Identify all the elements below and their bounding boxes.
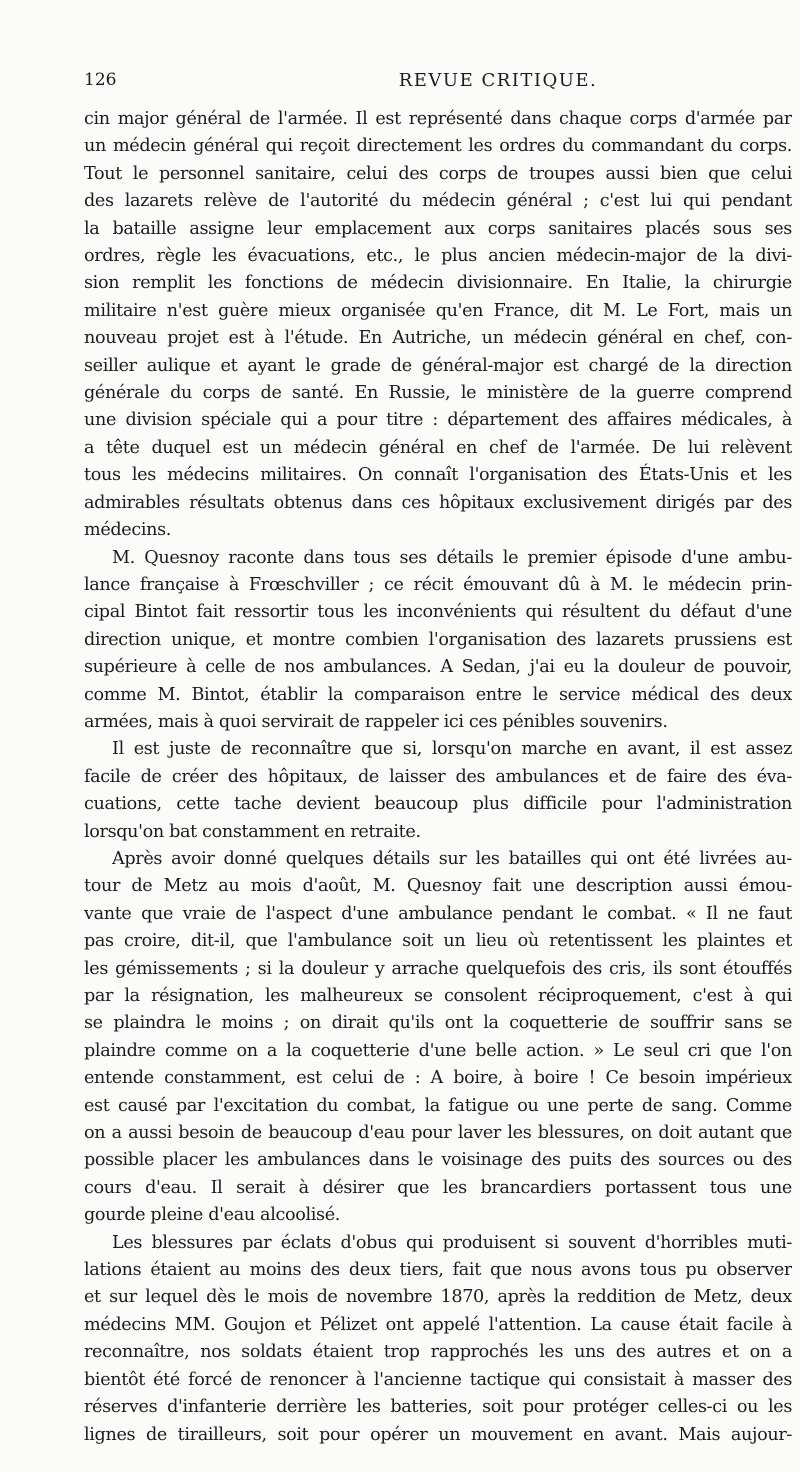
text-line: ordres, règle les évacuations, etc., le plus ancien médecin-major de la divi- bbox=[84, 246, 792, 267]
text-line: des lazarets relève de l'autorité du médecin général ; c'est lui qui pendant bbox=[84, 191, 792, 212]
page-number: 126 bbox=[84, 70, 117, 90]
text-line: admirables résultats obtenus dans ces hôpitaux exclusivement dirigés par des bbox=[84, 492, 792, 513]
text-line: se plaindra le moins ; on dirait qu'ils ont la coquetterie de souffrir sans se bbox=[84, 1013, 792, 1034]
text-line: on a aussi besoin de beaucoup d'eau pour laver les blessures, on doit autant que bbox=[84, 1123, 792, 1144]
text-line: médecins MM. Goujon et Pélizet ont appelé l'attention. La cause était facile à bbox=[84, 1314, 792, 1335]
text-line: direction unique, et montre combien l'organisation des lazarets prussiens est bbox=[84, 629, 792, 650]
running-header bbox=[84, 0, 792, 91]
text-line: les gémissements ; si la douleur y arrache quelquefois des cris, ils sont étouffés bbox=[84, 958, 792, 979]
text-line: gourde pleine d'eau alcoolisé. bbox=[84, 1205, 340, 1226]
text-line: bientôt été forcé de renoncer à l'ancienne tactique qui consistait à masser des bbox=[84, 1369, 792, 1390]
text-line: cipal Bintot fait ressortir tous les inconvénients qui résultent du défaut d'une bbox=[84, 602, 792, 623]
text-line: cours d'eau. Il serait à désirer que les brancardiers portassent tous une bbox=[84, 1177, 792, 1198]
running-title: REVUE CRITIQUE. bbox=[398, 70, 598, 91]
text-line: armées, mais à quoi servirait de rappeler ici ces pénibles souvenirs. bbox=[84, 711, 668, 732]
body-text bbox=[84, 106, 792, 1449]
text-line: Après avoir donné quelques détails sur les batailles qui ont été livrées au- bbox=[112, 848, 792, 869]
text-line: nouveau projet est à l'étude. En Autriche, un médecin général en chef, con- bbox=[84, 328, 792, 349]
text-line: Il est juste de reconnaître que si, lorsqu'on marche en avant, il est assez bbox=[112, 739, 792, 760]
text-line: comme M. Bintot, établir la comparaison entre le service médical des deux bbox=[84, 684, 792, 705]
text-line: possible placer les ambulances dans le voisinage des puits des sources ou des bbox=[84, 1150, 792, 1171]
text-line: médecins. bbox=[84, 520, 172, 541]
text-line: est causé par l'excitation du combat, la fatigue ou une perte de sang. Comme bbox=[84, 1095, 792, 1116]
text-line: un médecin général qui reçoit directement les ordres du commandant du corps. bbox=[84, 136, 792, 157]
text-line: vante que vraie de l'aspect d'une ambulance pendant le combat. « Il ne faut bbox=[84, 903, 792, 924]
text-line: cin major général de l'armée. Il est représenté dans chaque corps d'armée par bbox=[84, 109, 792, 129]
text-line: une division spéciale qui a pour titre : département des affaires médicales, à bbox=[84, 410, 792, 431]
text-line: Les blessures par éclats d'obus qui produisent si souvent d'horribles muti- bbox=[112, 1232, 792, 1253]
text-line: Tout le personnel sanitaire, celui des corps de troupes aussi bien que celui bbox=[84, 163, 792, 184]
text-line: lations étaient au moins des deux tiers, fait que nous avons tous pu observer bbox=[84, 1260, 792, 1281]
text-line: a tête duquel est un médecin général en chef de l'armée. De lui relèvent bbox=[84, 437, 792, 458]
text-line: générale du corps de santé. En Russie, le ministère de la guerre comprend bbox=[84, 383, 792, 404]
text-line: reconnaître, nos soldats étaient trop rapprochés les uns des autres et on a bbox=[84, 1342, 792, 1363]
text-line: cuations, cette tache devient beaucoup plus difficile pour l'administration bbox=[84, 794, 792, 815]
text-line: facile de créer des hôpitaux, de laisser des ambulances et de faire des éva- bbox=[84, 766, 792, 787]
text-line: M. Quesnoy raconte dans tous ses détails le premier épisode d'une ambu- bbox=[112, 547, 792, 568]
text-line: lignes de tirailleurs, soit pour opérer un mouvement en avant. Mais aujour- bbox=[84, 1424, 792, 1445]
text-line: et sur lequel dès le mois de novembre 1870, après la reddition de Metz, deux bbox=[84, 1287, 792, 1308]
text-line: réserves d'infanterie derrière les batteries, soit pour protéger celles-ci ou les bbox=[84, 1397, 792, 1418]
text-line: militaire n'est guère mieux organisée qu'en France, dit M. Le Fort, mais un bbox=[84, 300, 792, 321]
text-line: supérieure à celle de nos ambulances. A Sedan, j'ai eu la douleur de pouvoir, bbox=[84, 657, 792, 678]
text-line: lorsqu'on bat constamment en retraite. bbox=[84, 821, 421, 842]
text-line: pas croire, dit-il, que l'ambulance soit un lieu où retentissent les plaintes et bbox=[84, 931, 792, 952]
text-line: lance française à Frœschviller ; ce récit émouvant dû à M. le médecin prin- bbox=[84, 574, 792, 595]
text-line: tour de Metz au mois d'août, M. Quesnoy fait une description aussi émou- bbox=[84, 876, 792, 897]
text-line: par la résignation, les malheureux se consolent réciproquement, c'est à qui bbox=[84, 986, 792, 1006]
text-line: entende constamment, est celui de : A boire, à boire ! Ce besoin impérieux bbox=[84, 1068, 792, 1089]
text-line: tous les médecins militaires. On connaît l'organisation des États-Unis et les bbox=[84, 465, 792, 486]
text-line: plaindre comme on a la coquetterie d'une belle action. » Le seul cri que l'on bbox=[84, 1040, 792, 1061]
text-line: sion remplit les fonctions de médecin divisionnaire. En Italie, la chirurgie bbox=[84, 273, 792, 294]
text-line: seiller aulique et ayant le grade de général-major est chargé de la direction bbox=[84, 355, 792, 376]
text-line: la bataille assigne leur emplacement aux corps sanitaires placés sous ses bbox=[84, 218, 792, 239]
